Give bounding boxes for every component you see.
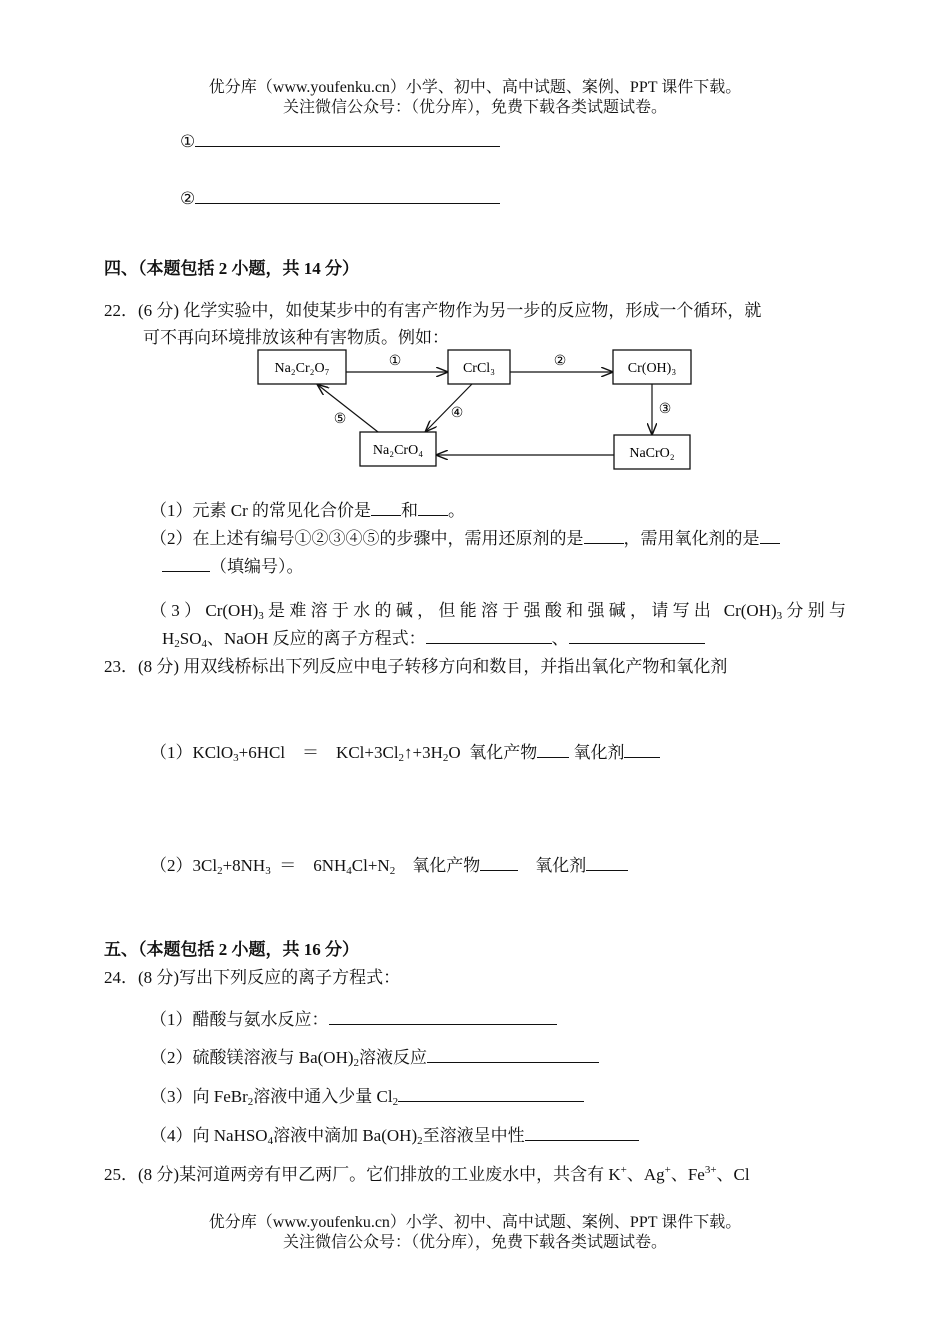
- q23-line1: 23．(8 分) 用双线桥标出下列反应中电子转移方向和数目，并指出氧化产物和氧化剂: [104, 657, 728, 676]
- q23-reaction2: $(2)3Cl_2+8NH_3$ ＝ $6NH_4Cl+N_2$ 氧化产物 氧化剂: [150, 851, 628, 877]
- chromium-cycle-diagram: [250, 343, 700, 473]
- node-na2cr2o7: Na₂Cr₂O₇: [274, 361, 330, 376]
- step-label-3: ③: [658, 402, 672, 417]
- q24-item1: （1）醋酸与氨水反应：: [150, 1005, 557, 1030]
- step-label-2: ②: [553, 354, 567, 369]
- q24-item2: （2）硫酸镁溶液与 $Ba(OH)_2$溶液反应: [150, 1043, 599, 1069]
- blank[interactable]: [624, 741, 660, 758]
- node-croh3: Cr(OH)₃: [627, 361, 677, 376]
- blank[interactable]: [195, 187, 500, 204]
- node-nacro2: NaCrO₂: [629, 446, 675, 461]
- blank[interactable]: [537, 741, 569, 758]
- blank[interactable]: [584, 527, 624, 544]
- blank[interactable]: [426, 627, 552, 644]
- section-5-title: 五、（本题包括 2 小题，共 16 分）: [104, 940, 359, 959]
- q24-item3: （3）向 FeBr$_2$溶液中通入少量 $Cl_2$: [150, 1082, 584, 1108]
- step-label-4: ④: [450, 406, 464, 421]
- section-4-title: 四、（本题包括 2 小题，共 14 分）: [104, 259, 359, 278]
- q22-part2-cont: （填编号）。: [162, 552, 304, 577]
- arrow-step-4: [426, 384, 472, 431]
- page-footer-line2: 关注微信公众号：（优分库），免费下载各类试题试卷。: [282, 1234, 667, 1251]
- q22-part3: $(3)Cr(OH)_3$是难溶于水的碱，但能溶于强酸和强碱，请写出 $Cr(OH)_3$分别与: [150, 601, 847, 622]
- step-label-1: ①: [388, 354, 402, 369]
- blank[interactable]: [569, 627, 705, 644]
- node-na2cro4: Na₂CrO₄: [372, 443, 424, 458]
- circle-number-2: ②: [180, 189, 196, 208]
- blank[interactable]: [371, 499, 401, 516]
- blank[interactable]: [162, 555, 210, 572]
- answer-line-2: [180, 187, 500, 209]
- q25-line1: 25．(8 分)某河道两旁有甲乙两厂。它们排放的工业废水中，共含有 K+、Ag+、$Fe^{3+}$、Cl: [104, 1164, 750, 1184]
- circle-number-1: ①: [180, 132, 196, 151]
- step-label-5: ⑤: [333, 412, 347, 427]
- blank[interactable]: [480, 854, 518, 871]
- blank[interactable]: [427, 1046, 599, 1063]
- answer-line-1: [180, 130, 500, 152]
- blank[interactable]: [525, 1124, 639, 1141]
- arrow-step-5: [318, 385, 378, 432]
- q22-part2: （2）在上述有编号①②③④⑤的步骤中，需用还原剂的是 ，需用氧化剂的是: [150, 524, 780, 549]
- blank[interactable]: [418, 499, 448, 516]
- blank[interactable]: [398, 1085, 584, 1102]
- node-crcl3: CrCl₃: [462, 361, 496, 376]
- blank[interactable]: [329, 1008, 557, 1025]
- blank[interactable]: [586, 854, 628, 871]
- q23-reaction1: （1）KClO$_3$+6HCl ＝ $KCl+3Cl_2↑+3H_2O$ 氧化产物 氧化剂: [150, 738, 660, 764]
- page-footer-line1: 优分库（www.youfenku.cn）小学、初中、高中试题、案例、PPT 课件下载。: [208, 1214, 742, 1231]
- q24-item4: （4）向 NaHSO$_4$溶液中滴加 $Ba(OH)_2$至溶液呈中性: [150, 1121, 639, 1147]
- q22-line1: 22．(6 分) 化学实验中，如使某步中的有害产物作为另一步的反应物，形成一个循环，就: [104, 301, 762, 320]
- page-header-line1: 优分库（www.youfenku.cn）小学、初中、高中试题、案例、PPT 课件下载。: [208, 79, 742, 96]
- q24-line1: 24．(8 分)写出下列反应的离子方程式：: [104, 968, 401, 987]
- q22-line2: 可不再向环境排放该种有害物质。例如：: [143, 328, 449, 347]
- q22-part3-cont: $H_2SO_4$、NaOH 反应的离子方程式： 、: [162, 624, 705, 650]
- blank[interactable]: [195, 130, 500, 147]
- page-header-line2: 关注微信公众号：（优分库），免费下载各类试题试卷。: [282, 99, 667, 116]
- blank[interactable]: [760, 527, 780, 544]
- q22-part1: （1）元素 Cr 的常见化合价是 和 。: [150, 501, 465, 520]
